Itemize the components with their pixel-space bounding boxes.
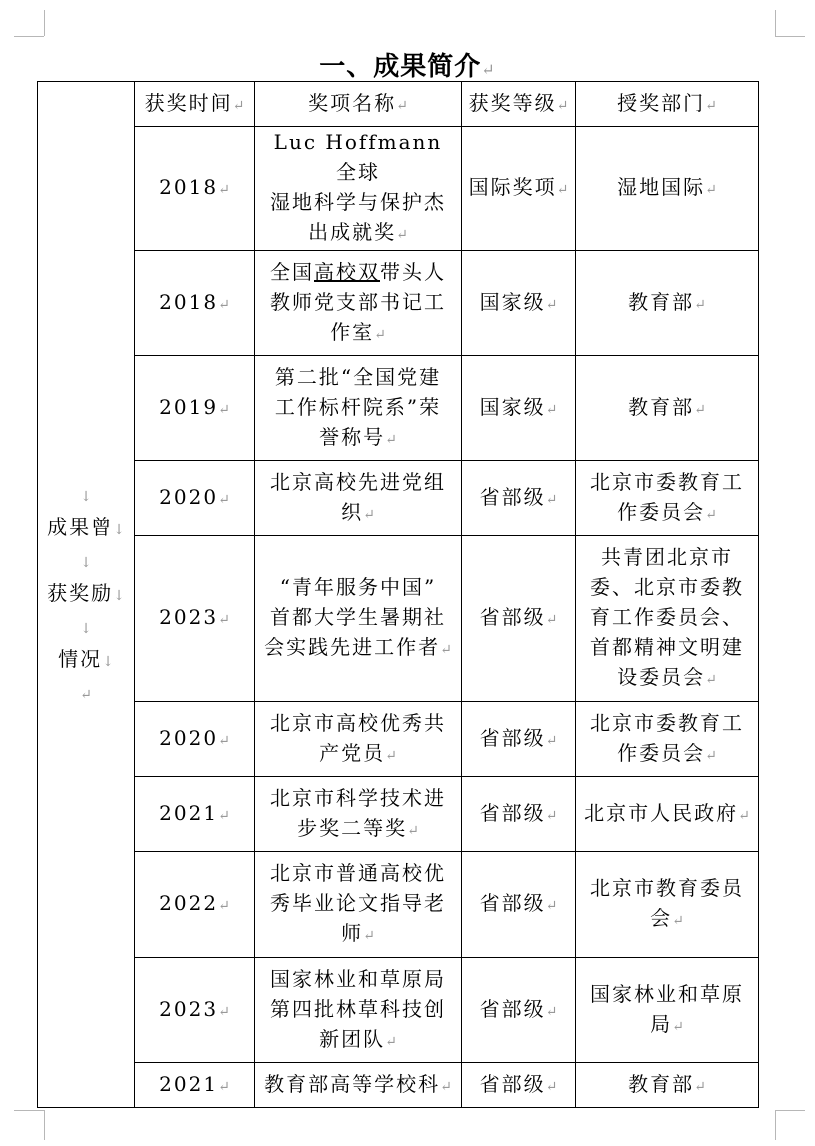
paragraph-mark-icon: ↵ bbox=[385, 747, 397, 764]
crop-mark-top-left bbox=[44, 10, 45, 36]
page-title-text: 一、成果简介 bbox=[319, 52, 482, 82]
award-level-cell bbox=[462, 127, 576, 251]
award-name-cell bbox=[255, 251, 462, 356]
paragraph-mark-icon: ↵ bbox=[705, 506, 717, 523]
award-dept-line: 设委员会 bbox=[617, 665, 706, 689]
paragraph-mark-icon: ↵ bbox=[545, 898, 558, 914]
award-year: 2018 bbox=[159, 289, 219, 314]
paragraph-mark-icon: ↵ bbox=[218, 807, 230, 824]
paragraph-mark-icon: ↵ bbox=[545, 732, 558, 749]
award-name-cell bbox=[255, 1063, 462, 1108]
award-name-line: 北京市普通高校优 bbox=[270, 861, 446, 885]
award-name-line: 出成就奖 bbox=[308, 220, 397, 244]
paragraph-mark-icon: ↵ bbox=[481, 60, 496, 79]
award-level: 国家级 bbox=[479, 289, 546, 314]
paragraph-mark-icon: ↵ bbox=[232, 97, 245, 114]
award-year: 2023 bbox=[159, 605, 219, 629]
paragraph-mark-icon: ↵ bbox=[218, 491, 230, 508]
award-name-line: 师 bbox=[341, 921, 364, 945]
award-name-line: 教师党支部书记工 bbox=[270, 289, 446, 314]
paragraph-mark-icon: ↵ bbox=[218, 612, 230, 628]
table-header-row bbox=[38, 82, 759, 127]
award-dept-line: 教育部 bbox=[628, 394, 695, 419]
award-name-line: 湿地科学与保护杰 bbox=[270, 190, 446, 214]
paragraph-mark-icon: ↵ bbox=[694, 296, 706, 313]
award-name-cell bbox=[255, 356, 462, 461]
award-dept-line: 共青团北京市 bbox=[601, 545, 733, 569]
award-name-cell bbox=[255, 702, 462, 777]
award-dept-line: 委、北京市委教 bbox=[590, 575, 744, 599]
award-dept-line: 作委员会 bbox=[617, 740, 706, 765]
paragraph-mark-icon: ↵ bbox=[80, 687, 92, 703]
award-name-cell bbox=[255, 777, 462, 852]
award-year-cell bbox=[135, 536, 255, 702]
award-dept-cell bbox=[576, 777, 759, 852]
crop-mark-top-left bbox=[14, 36, 44, 37]
column-header-text: 获奖等级 bbox=[468, 90, 557, 115]
column-header bbox=[135, 82, 255, 127]
award-year-cell bbox=[135, 127, 255, 251]
award-dept-cell bbox=[576, 127, 759, 251]
award-year: 2021 bbox=[159, 800, 219, 825]
paragraph-mark-icon: ↵ bbox=[545, 1003, 558, 1020]
table-row bbox=[38, 356, 759, 461]
paragraph-mark-icon: ↵ bbox=[385, 1033, 397, 1050]
award-name-line: 北京市科学技术进 bbox=[270, 785, 446, 810]
award-level-cell bbox=[462, 777, 576, 852]
award-level-cell bbox=[462, 852, 576, 958]
table-row bbox=[38, 852, 759, 958]
award-year-cell bbox=[135, 777, 255, 852]
side-label-line: 获奖励 bbox=[47, 581, 114, 605]
paragraph-mark-icon: ↵ bbox=[545, 807, 558, 824]
paragraph-mark-icon: ↵ bbox=[545, 491, 558, 508]
award-year: 2023 bbox=[159, 996, 219, 1021]
paragraph-mark-icon: ↵ bbox=[218, 182, 230, 198]
award-level: 省部级 bbox=[479, 725, 546, 750]
paragraph-mark-icon: ↵ bbox=[545, 612, 558, 628]
table-row bbox=[38, 777, 759, 852]
award-level: 省部级 bbox=[479, 891, 546, 915]
award-dept-line: 北京市人民政府 bbox=[584, 800, 739, 825]
award-year: 2019 bbox=[159, 394, 219, 419]
paragraph-mark-icon: ↵ bbox=[218, 1078, 230, 1095]
award-name-line: 国家林业和草原局 bbox=[270, 966, 446, 991]
line-break-arrow-icon: ↓ bbox=[113, 522, 125, 538]
award-year-cell bbox=[135, 958, 255, 1063]
award-dept-line: 教育部 bbox=[628, 289, 695, 314]
paragraph-mark-icon: ↵ bbox=[705, 672, 717, 688]
award-level: 省部级 bbox=[479, 605, 546, 629]
award-dept-line: 北京市委教育工 bbox=[590, 710, 744, 735]
paragraph-mark-icon: ↵ bbox=[672, 1018, 684, 1035]
award-year-cell bbox=[135, 356, 255, 461]
award-name-cell bbox=[255, 127, 462, 251]
crop-mark-bottom-right bbox=[775, 1110, 805, 1111]
award-level-cell bbox=[462, 461, 576, 536]
column-header bbox=[576, 82, 759, 127]
paragraph-mark-icon: ↵ bbox=[218, 732, 230, 749]
award-year: 2021 bbox=[159, 1071, 219, 1096]
award-dept-line: 北京市教育委员 bbox=[590, 876, 744, 900]
award-name-cell bbox=[255, 536, 462, 702]
award-name-line: 新团队 bbox=[319, 1026, 386, 1051]
paragraph-mark-icon: ↵ bbox=[396, 227, 408, 243]
line-break-arrow-icon: ↓ bbox=[102, 654, 114, 670]
column-header bbox=[255, 82, 462, 127]
award-year: 2020 bbox=[159, 484, 219, 509]
line-break-arrow-icon: ↓ bbox=[113, 588, 125, 604]
table-row bbox=[38, 251, 759, 356]
award-dept-cell bbox=[576, 356, 759, 461]
paragraph-mark-icon: ↵ bbox=[218, 1003, 230, 1020]
award-name-line: 会实践先进工作者 bbox=[264, 635, 441, 659]
award-dept-line: 北京市委教育工 bbox=[590, 469, 744, 494]
crop-mark-bottom-left bbox=[14, 1110, 44, 1111]
award-level: 省部级 bbox=[479, 996, 546, 1021]
paragraph-mark-icon: ↵ bbox=[363, 506, 375, 523]
award-year-cell bbox=[135, 702, 255, 777]
paragraph-mark-icon: ↵ bbox=[396, 97, 408, 114]
paragraph-mark-icon: ↵ bbox=[440, 1078, 452, 1095]
paragraph-mark-icon: ↵ bbox=[385, 431, 397, 448]
awards-table bbox=[37, 81, 759, 1108]
award-name-line: 作室 bbox=[330, 319, 375, 344]
award-name-line: 教育部高等学校科 bbox=[264, 1071, 441, 1096]
award-dept-cell bbox=[576, 461, 759, 536]
paragraph-mark-icon: ↵ bbox=[556, 182, 569, 198]
award-dept-cell bbox=[576, 958, 759, 1063]
table-row bbox=[38, 958, 759, 1063]
line-break-arrow-icon: ↓ bbox=[80, 489, 92, 505]
award-level: 省部级 bbox=[479, 1071, 546, 1096]
award-year-cell bbox=[135, 461, 255, 536]
table-row bbox=[38, 127, 759, 251]
award-name-line: “青年服务中国” bbox=[279, 575, 437, 599]
side-label-line: 成果曾 bbox=[47, 515, 114, 539]
award-dept-cell bbox=[576, 702, 759, 777]
side-label-cell bbox=[38, 82, 135, 1108]
column-header-text: 授奖部门 bbox=[617, 90, 706, 115]
award-dept-cell bbox=[576, 536, 759, 702]
award-dept-line: 首都精神文明建 bbox=[590, 635, 744, 659]
award-year: 2022 bbox=[159, 891, 219, 915]
paragraph-mark-icon: ↵ bbox=[545, 401, 558, 418]
award-level-cell bbox=[462, 536, 576, 702]
award-name-line: Luc Hoffmann 全球 bbox=[273, 130, 443, 184]
table-row bbox=[38, 536, 759, 702]
award-dept-cell bbox=[576, 852, 759, 958]
paragraph-mark-icon: ↵ bbox=[363, 928, 375, 944]
award-year-cell bbox=[135, 1063, 255, 1108]
award-level: 省部级 bbox=[479, 800, 546, 825]
column-header-text: 奖项名称 bbox=[308, 90, 397, 115]
award-name-line: 誉称号 bbox=[319, 424, 386, 449]
award-name-line: 全国高校双带头人 bbox=[270, 259, 446, 284]
award-name-line: 秀毕业论文指导老 bbox=[270, 891, 446, 915]
paragraph-mark-icon: ↵ bbox=[694, 401, 706, 418]
award-year: 2020 bbox=[159, 725, 219, 750]
award-name-line: 北京市高校优秀共 bbox=[270, 710, 446, 735]
award-dept-line: 湿地国际 bbox=[617, 175, 706, 199]
side-label-line: 情况 bbox=[58, 647, 103, 671]
award-name-line: 首都大学生暑期社 bbox=[270, 605, 446, 629]
award-name-line: 步奖二等奖 bbox=[297, 815, 408, 840]
award-dept-line: 会 bbox=[650, 906, 673, 930]
award-dept-line: 局 bbox=[650, 1011, 673, 1036]
award-level: 国际奖项 bbox=[468, 175, 557, 199]
column-header-text: 获奖时间 bbox=[144, 90, 233, 115]
crop-mark-bottom-left bbox=[44, 1110, 45, 1140]
award-level-cell bbox=[462, 1063, 576, 1108]
award-level-cell bbox=[462, 356, 576, 461]
paragraph-mark-icon: ↵ bbox=[556, 97, 569, 114]
award-name-line: 北京高校先进党组 bbox=[270, 469, 446, 494]
page-title bbox=[0, 46, 815, 83]
award-name-cell bbox=[255, 461, 462, 536]
paragraph-mark-icon: ↵ bbox=[705, 747, 717, 764]
award-year: 2018 bbox=[159, 175, 219, 199]
table-row bbox=[38, 702, 759, 777]
line-break-arrow-icon: ↓ bbox=[80, 621, 92, 637]
award-year-cell bbox=[135, 852, 255, 958]
award-level-cell bbox=[462, 251, 576, 356]
award-name-line: 产党员 bbox=[319, 740, 386, 765]
award-name-line: 第四批林草科技创 bbox=[270, 996, 446, 1021]
award-dept-line: 国家林业和草原 bbox=[590, 981, 744, 1006]
award-name-line: 织 bbox=[341, 499, 364, 524]
award-dept-cell bbox=[576, 1063, 759, 1108]
paragraph-mark-icon: ↵ bbox=[440, 642, 452, 658]
award-dept-line: 教育部 bbox=[628, 1071, 695, 1096]
paragraph-mark-icon: ↵ bbox=[545, 296, 558, 313]
paragraph-mark-icon: ↵ bbox=[218, 898, 230, 914]
award-name-cell bbox=[255, 852, 462, 958]
award-year-cell bbox=[135, 251, 255, 356]
award-level-cell bbox=[462, 702, 576, 777]
crop-mark-top-right bbox=[775, 10, 776, 36]
award-level: 国家级 bbox=[479, 394, 546, 419]
table-row bbox=[38, 461, 759, 536]
award-dept-line: 育工作委员会、 bbox=[590, 605, 744, 629]
paragraph-mark-icon: ↵ bbox=[705, 97, 717, 114]
crop-mark-top-right bbox=[775, 36, 805, 37]
award-level-cell bbox=[462, 958, 576, 1063]
column-header bbox=[462, 82, 576, 127]
paragraph-mark-icon: ↵ bbox=[705, 182, 717, 198]
award-level: 省部级 bbox=[479, 484, 546, 509]
paragraph-mark-icon: ↵ bbox=[407, 822, 419, 839]
line-break-arrow-icon: ↓ bbox=[80, 555, 92, 571]
paragraph-mark-icon: ↵ bbox=[218, 296, 230, 313]
crop-mark-bottom-right bbox=[775, 1110, 776, 1140]
paragraph-mark-icon: ↵ bbox=[374, 326, 386, 343]
award-dept-line: 作委员会 bbox=[617, 499, 706, 524]
table-row bbox=[38, 1063, 759, 1108]
award-name-cell bbox=[255, 958, 462, 1063]
paragraph-mark-icon: ↵ bbox=[218, 401, 230, 418]
award-dept-cell bbox=[576, 251, 759, 356]
paragraph-mark-icon: ↵ bbox=[738, 807, 750, 824]
paragraph-mark-icon: ↵ bbox=[694, 1078, 706, 1095]
award-name-line: 工作标杆院系”荣 bbox=[274, 394, 442, 419]
paragraph-mark-icon: ↵ bbox=[672, 913, 684, 929]
paragraph-mark-icon: ↵ bbox=[545, 1078, 558, 1095]
award-name-line: 第二批“全国党建 bbox=[274, 364, 442, 389]
